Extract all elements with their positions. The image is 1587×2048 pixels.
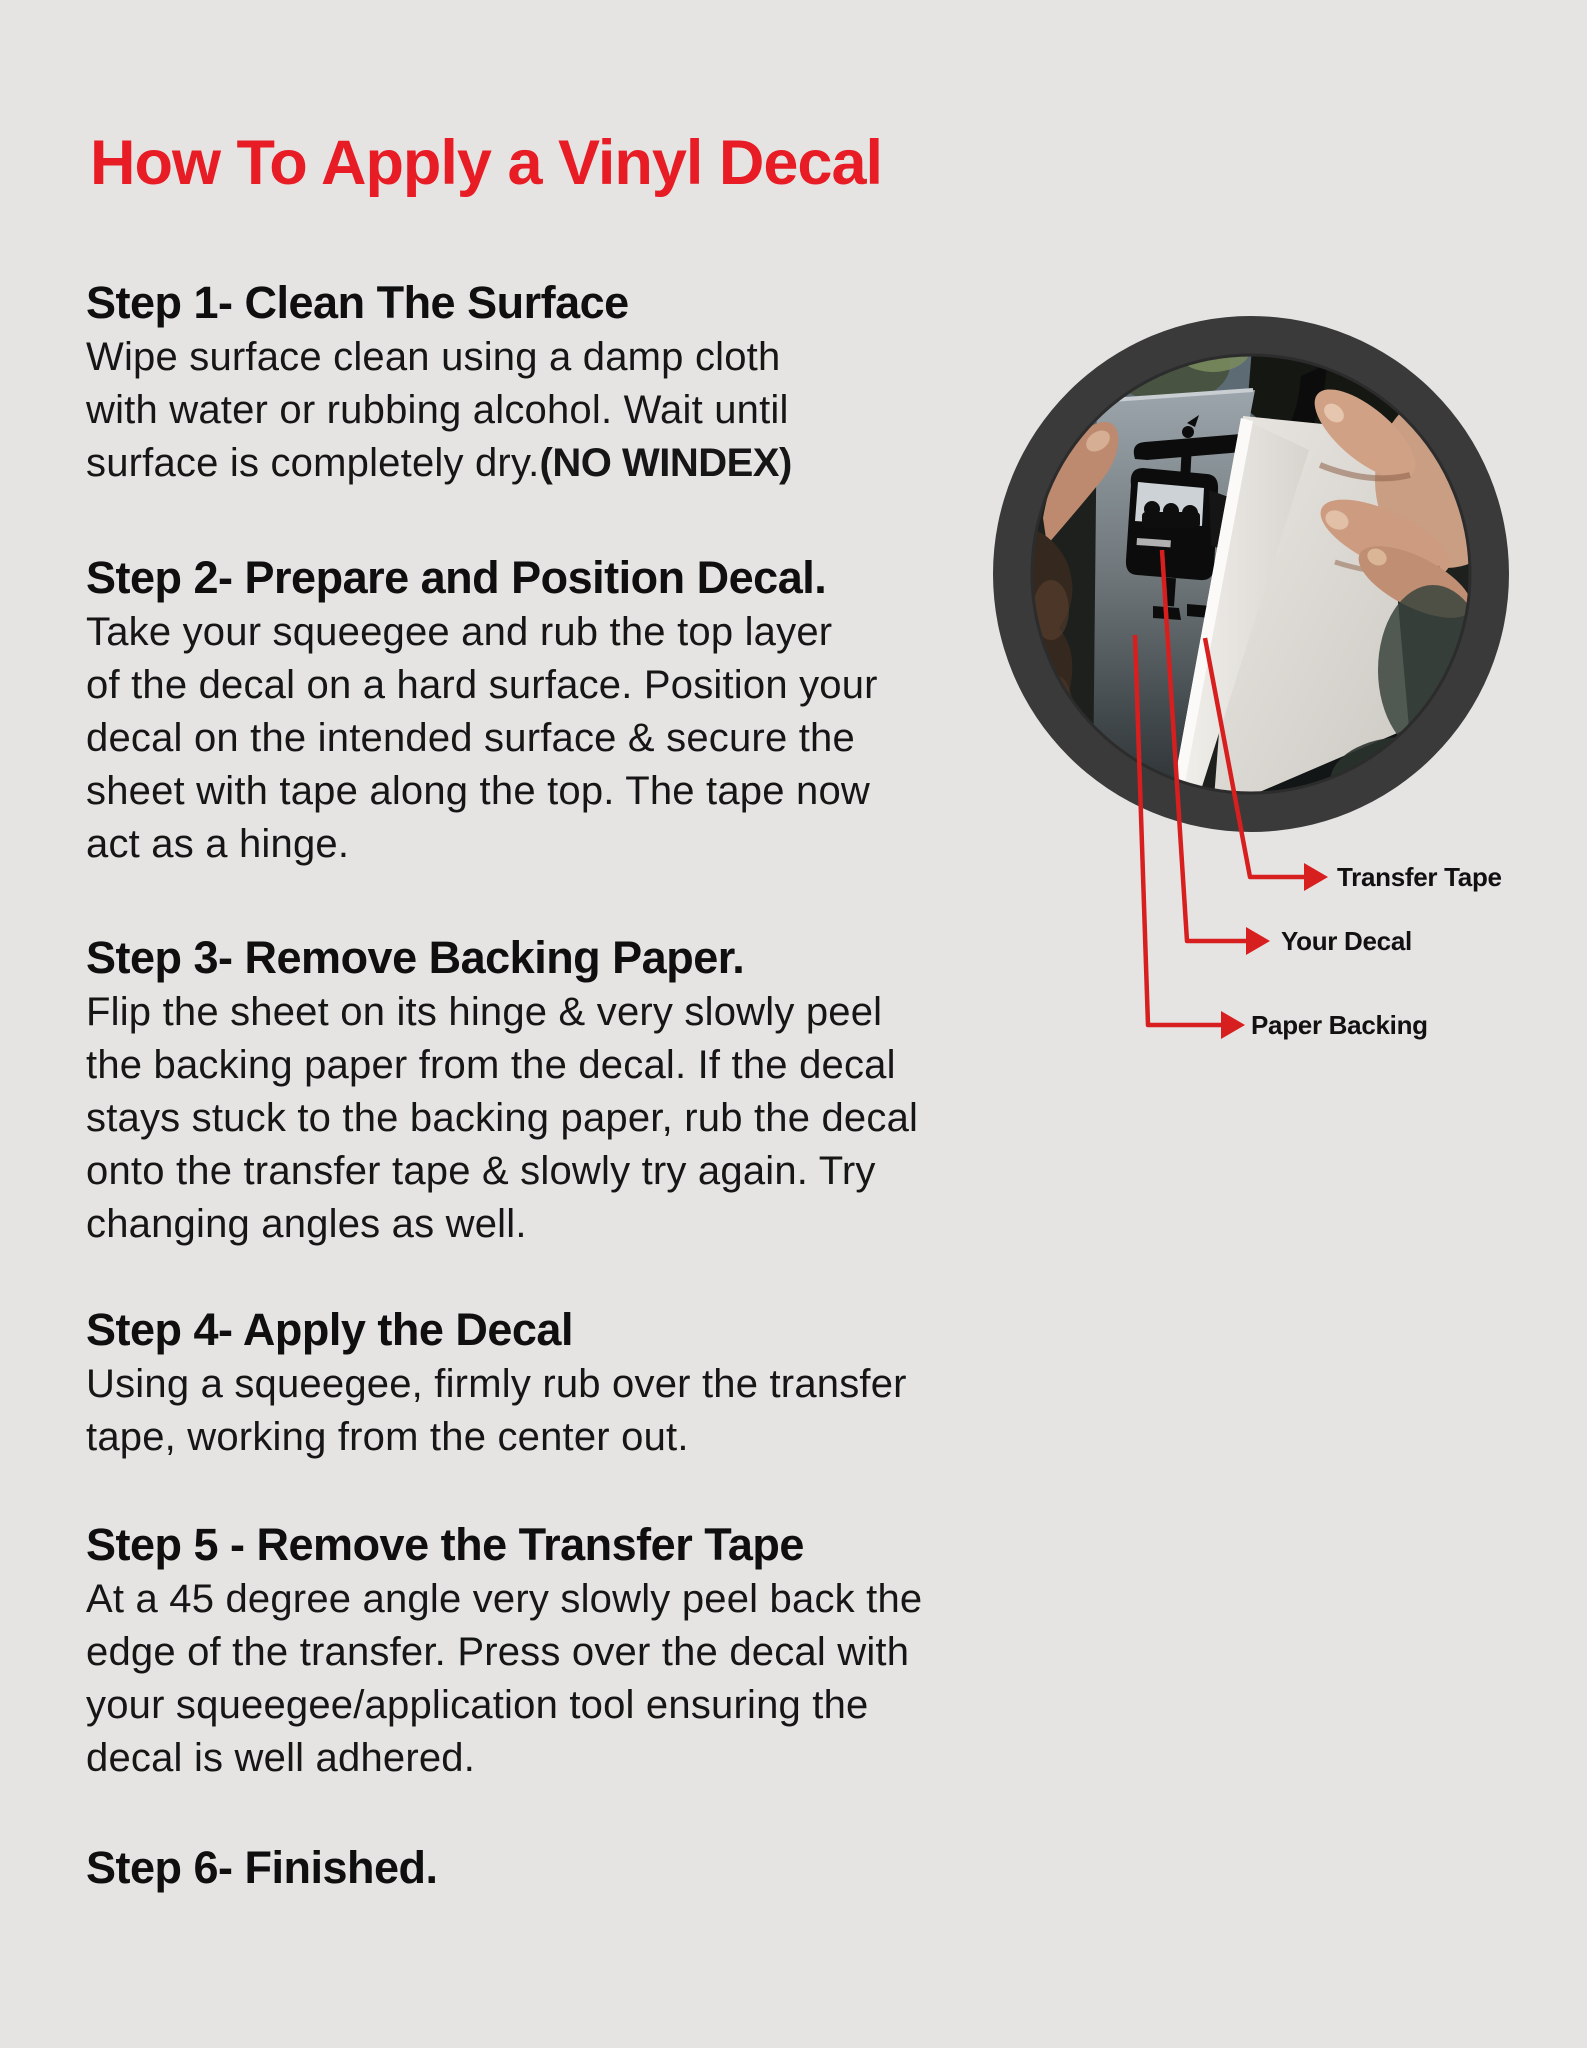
- photo-content: [985, 310, 1520, 840]
- paper-backing-arrowhead: [1221, 1011, 1245, 1039]
- step-5-line: edge of the transfer. Press over the decal with: [86, 1630, 910, 1674]
- step-4-line: Using a squeegee, firmly rub over the transfer: [86, 1362, 907, 1406]
- step-2-line: of the decal on a hard surface. Position your: [86, 663, 878, 707]
- diagram-label-your-decal: Your Decal: [1281, 926, 1412, 956]
- page-title: How To Apply a Vinyl Decal: [90, 128, 883, 198]
- no-windex-note: (NO WINDEX): [539, 441, 792, 485]
- step-section-2: [86, 551, 878, 871]
- step-2-heading: Step 2- Prepare and Position Decal.: [86, 552, 827, 603]
- step-2-line: sheet with tape along the top. The tape now: [86, 769, 870, 813]
- step-5-heading: Step 5 - Remove the Transfer Tape: [86, 1519, 804, 1570]
- instruction-photo: [985, 310, 1520, 840]
- step-5-line: your squeegee/application tool ensuring the: [86, 1683, 869, 1727]
- diagram-label-paper-backing: Paper Backing: [1251, 1010, 1428, 1040]
- step-2-line: act as a hinge.: [86, 822, 350, 866]
- step-2-line: decal on the intended surface & secure the: [86, 716, 855, 760]
- step-3-line: changing angles as well.: [86, 1202, 527, 1246]
- step-6-heading: Step 6- Finished.: [86, 1842, 438, 1893]
- step-1-line: [86, 437, 792, 490]
- step-section-5: [86, 1518, 922, 1785]
- step-3-heading: Step 3- Remove Backing Paper.: [86, 932, 745, 983]
- step-1-line: Wipe surface clean using a damp cloth: [86, 335, 781, 379]
- step-3-line: stays stuck to the backing paper, rub the decal: [86, 1096, 919, 1140]
- diagram-label-transfer-tape: Transfer Tape: [1337, 862, 1502, 892]
- step-4-heading: Step 4- Apply the Decal: [86, 1304, 573, 1355]
- transfer-tape-arrowhead: [1304, 863, 1328, 891]
- step-1-line: with water or rubbing alcohol. Wait until: [86, 388, 789, 432]
- step-3-line: Flip the sheet on its hinge & very slowly peel: [86, 990, 883, 1034]
- step-3-line: onto the transfer tape & slowly try again. Try: [86, 1149, 876, 1193]
- step-5-line: decal is well adhered.: [86, 1736, 476, 1780]
- step-2-line: Take your squeegee and rub the top layer: [86, 610, 833, 654]
- step-5-line: At a 45 degree angle very slowly peel back the: [86, 1577, 923, 1621]
- your-decal-arrowhead: [1246, 927, 1270, 955]
- step-section-4: [86, 1303, 907, 1464]
- step-1-line-text: surface is completely dry.: [86, 441, 540, 485]
- step-section-6: [86, 1841, 438, 1896]
- step-section-1: [86, 276, 792, 490]
- step-section-3: [86, 931, 918, 1251]
- step-1-heading: Step 1- Clean The Surface: [86, 277, 629, 328]
- step-3-line: the backing paper from the decal. If the decal: [86, 1043, 896, 1087]
- step-4-line: tape, working from the center out.: [86, 1415, 689, 1459]
